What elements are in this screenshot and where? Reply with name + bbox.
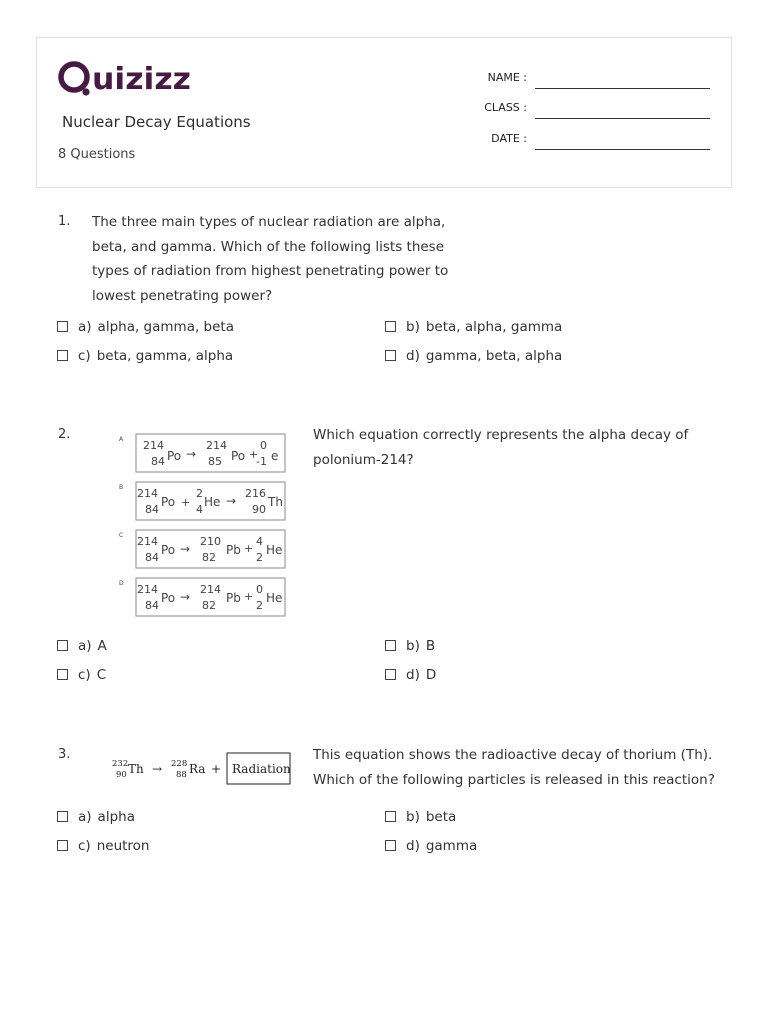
svg-text:228: 228 xyxy=(171,759,188,769)
svg-text:+: + xyxy=(249,448,259,461)
svg-text:+: + xyxy=(211,762,222,776)
svg-text:2: 2 xyxy=(196,487,203,500)
name-field[interactable] xyxy=(470,69,715,89)
svg-text:88: 88 xyxy=(176,770,187,780)
svg-text:214: 214 xyxy=(137,535,158,548)
date-label: DATE : xyxy=(491,132,527,145)
eq-label-a: A xyxy=(119,436,124,443)
radiation-box-label: Radiation xyxy=(232,762,291,776)
svg-text:84: 84 xyxy=(145,503,159,516)
svg-text:Po: Po xyxy=(167,449,182,463)
svg-text:→: → xyxy=(186,447,197,461)
checkbox[interactable] xyxy=(57,321,68,332)
svg-text:uizizz: uizizz xyxy=(92,62,191,97)
svg-text:Po: Po xyxy=(231,449,246,463)
svg-text:82: 82 xyxy=(202,599,216,612)
svg-text:Pb: Pb xyxy=(226,591,241,605)
eq-label-d: D xyxy=(119,580,124,587)
svg-text:Po: Po xyxy=(161,591,176,605)
svg-text:-1: -1 xyxy=(256,455,267,468)
date-field[interactable] xyxy=(470,130,715,150)
date-line[interactable] xyxy=(535,149,710,150)
svg-text:He: He xyxy=(266,543,283,557)
q3-option-a[interactable]: a) alpha xyxy=(57,808,135,826)
svg-text:85: 85 xyxy=(208,455,222,468)
q3-option-d[interactable]: d) gamma xyxy=(385,837,477,855)
question-1-text: The three main types of nuclear radiation are alpha, beta, and gamma. Which of the following lists these types of radiation from highest penetrating power to lowest penetrating power? xyxy=(92,214,449,304)
checkbox[interactable] xyxy=(385,811,396,822)
class-field[interactable] xyxy=(470,99,715,119)
svg-text:82: 82 xyxy=(202,551,216,564)
svg-text:Ra: Ra xyxy=(189,762,206,776)
checkbox[interactable] xyxy=(57,350,68,361)
worksheet-title: Nuclear Decay Equations xyxy=(62,113,251,131)
q2-option-b[interactable]: b) B xyxy=(385,637,435,655)
checkbox[interactable] xyxy=(385,840,396,851)
svg-text:Pb: Pb xyxy=(226,543,241,557)
question-1-number: 1. xyxy=(58,214,71,229)
svg-text:Th: Th xyxy=(268,495,283,509)
eq-label-c: C xyxy=(119,532,124,539)
class-label: CLASS : xyxy=(484,101,527,114)
quizizz-logo xyxy=(57,57,197,99)
svg-text:84: 84 xyxy=(151,455,165,468)
svg-text:214: 214 xyxy=(143,439,164,452)
svg-text:+: + xyxy=(181,496,191,509)
checkbox[interactable] xyxy=(57,640,68,651)
q1-option-b[interactable]: b) beta, alpha, gamma xyxy=(385,318,562,336)
checkbox[interactable] xyxy=(57,840,68,851)
q1-option-d[interactable]: d) gamma, beta, alpha xyxy=(385,347,562,365)
svg-text:210: 210 xyxy=(200,535,221,548)
question-3-text: This equation shows the radioactive decay of thorium (Th). Which of the following particles is released in this reaction? xyxy=(313,747,715,788)
svg-text:216: 216 xyxy=(245,487,266,500)
svg-text:He: He xyxy=(204,495,221,509)
q2-equations-figure xyxy=(114,428,294,622)
svg-text:90: 90 xyxy=(252,503,266,516)
svg-text:Po: Po xyxy=(161,543,176,557)
question-2-text: Which equation correctly represents the alpha decay of polonium-214? xyxy=(313,427,689,468)
q2-option-c[interactable]: c) C xyxy=(57,666,106,684)
checkbox[interactable] xyxy=(385,321,396,332)
eq-label-b: B xyxy=(119,484,124,491)
svg-text:He: He xyxy=(266,591,283,605)
svg-text:→: → xyxy=(152,762,163,776)
svg-text:214: 214 xyxy=(206,439,227,452)
q3-option-c[interactable]: c) neutron xyxy=(57,837,149,855)
svg-text:2: 2 xyxy=(256,551,263,564)
svg-text:+: + xyxy=(244,590,254,603)
svg-text:→: → xyxy=(180,542,191,556)
checkbox[interactable] xyxy=(385,350,396,361)
name-line[interactable] xyxy=(535,88,710,89)
svg-text:0: 0 xyxy=(260,439,267,452)
svg-text:4: 4 xyxy=(256,535,263,548)
question-count: 8 Questions xyxy=(58,147,136,162)
svg-text:90: 90 xyxy=(116,770,127,780)
svg-text:0: 0 xyxy=(256,583,263,596)
checkbox[interactable] xyxy=(385,669,396,680)
checkbox[interactable] xyxy=(385,640,396,651)
svg-text:84: 84 xyxy=(145,551,159,564)
q3-option-b[interactable]: b) beta xyxy=(385,808,456,826)
svg-text:Th: Th xyxy=(128,762,144,776)
question-2-number: 2. xyxy=(58,427,71,442)
svg-text:e: e xyxy=(271,449,279,463)
checkbox[interactable] xyxy=(57,669,68,680)
question-3-number: 3. xyxy=(58,747,71,762)
q3-equation-figure xyxy=(108,750,294,788)
q2-option-a[interactable]: a) A xyxy=(57,637,107,655)
q1-option-a[interactable]: a) alpha, gamma, beta xyxy=(57,318,234,336)
q1-option-c[interactable]: c) beta, gamma, alpha xyxy=(57,347,233,365)
q2-option-d[interactable]: d) D xyxy=(385,666,436,684)
svg-text:232: 232 xyxy=(112,759,129,769)
checkbox[interactable] xyxy=(57,811,68,822)
svg-text:+: + xyxy=(244,542,254,555)
svg-text:4: 4 xyxy=(196,503,203,516)
svg-text:84: 84 xyxy=(145,599,159,612)
svg-text:214: 214 xyxy=(137,487,158,500)
svg-text:2: 2 xyxy=(256,599,263,612)
svg-text:→: → xyxy=(226,494,237,508)
name-label: NAME : xyxy=(487,71,527,84)
svg-text:→: → xyxy=(180,590,191,604)
class-line[interactable] xyxy=(535,118,710,119)
svg-text:214: 214 xyxy=(200,583,221,596)
svg-text:Po: Po xyxy=(161,495,176,509)
svg-text:214: 214 xyxy=(137,583,158,596)
